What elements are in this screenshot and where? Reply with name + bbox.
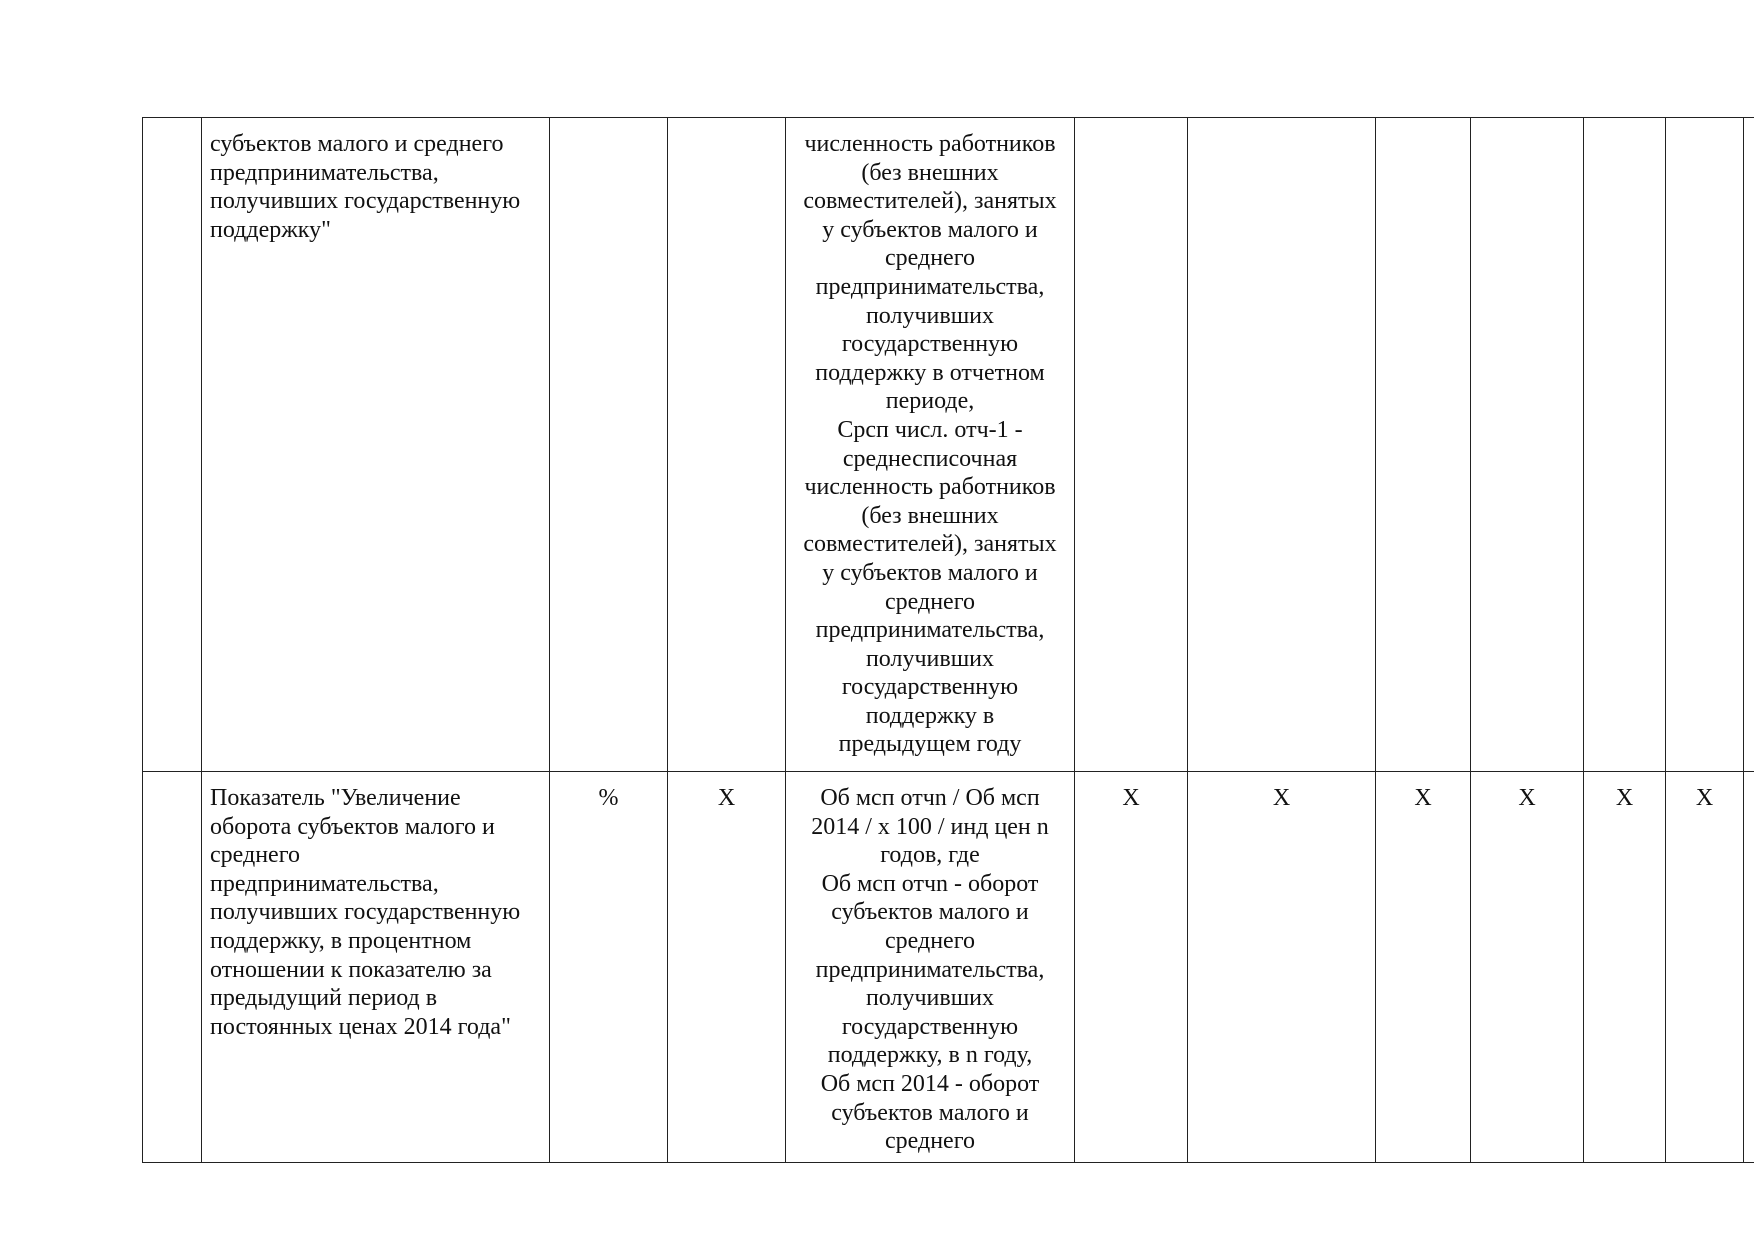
row-number-cell — [143, 772, 202, 1163]
unit-cell — [550, 118, 668, 772]
value-cell — [1471, 118, 1584, 772]
value-cell: X — [668, 772, 786, 1163]
value-cell — [1376, 118, 1471, 772]
value-cell — [1584, 118, 1666, 772]
indicator-name-cell: Показатель "Увеличение оборота субъектов малого и среднего предпринимательства, получивших государственную поддержку, в процентном отношении к показателю за предыдущий период в постоянных ценах 2014 года" — [202, 772, 550, 1163]
formula-cell: Об мсп отчn / Об мсп 2014 / х 100 / инд цен n годов, где Об мсп отчn - оборот субъектов малого и среднего предпринимательства, получивших государственную поддержку, в n году, Об мсп 2014 - оборот субъектов малого и среднего — [786, 772, 1075, 1163]
value-cell: X — [1666, 772, 1744, 1163]
table-row — [143, 772, 1754, 1163]
formula-cell: численность работников (без внешних совместителей), занятых у субъектов малого и среднего предпринимательства, получивших государственную поддержку в отчетном периоде, Срсп числ. отч-1 - среднесписочная численность работников (без внешних совместителей), занятых у субъектов малого и среднего предпринимательства, получивших государственную поддержку в предыдущем году — [786, 118, 1075, 772]
value-cell — [1188, 118, 1376, 772]
value-cell — [668, 118, 786, 772]
value-cell: X — [1188, 772, 1376, 1163]
indicator-table — [142, 117, 1754, 1163]
value-cell — [1744, 772, 1754, 1163]
value-cell: X — [1471, 772, 1584, 1163]
row-number-cell — [143, 118, 202, 772]
unit-cell: % — [550, 772, 668, 1163]
table-row — [143, 118, 1754, 772]
value-cell — [1666, 118, 1744, 772]
value-cell — [1075, 118, 1188, 772]
value-cell — [1744, 118, 1754, 772]
indicator-name-cell: субъектов малого и среднего предпринимательства, получивших государственную поддержку" — [202, 118, 550, 772]
value-cell: X — [1075, 772, 1188, 1163]
value-cell: X — [1584, 772, 1666, 1163]
value-cell: X — [1376, 772, 1471, 1163]
